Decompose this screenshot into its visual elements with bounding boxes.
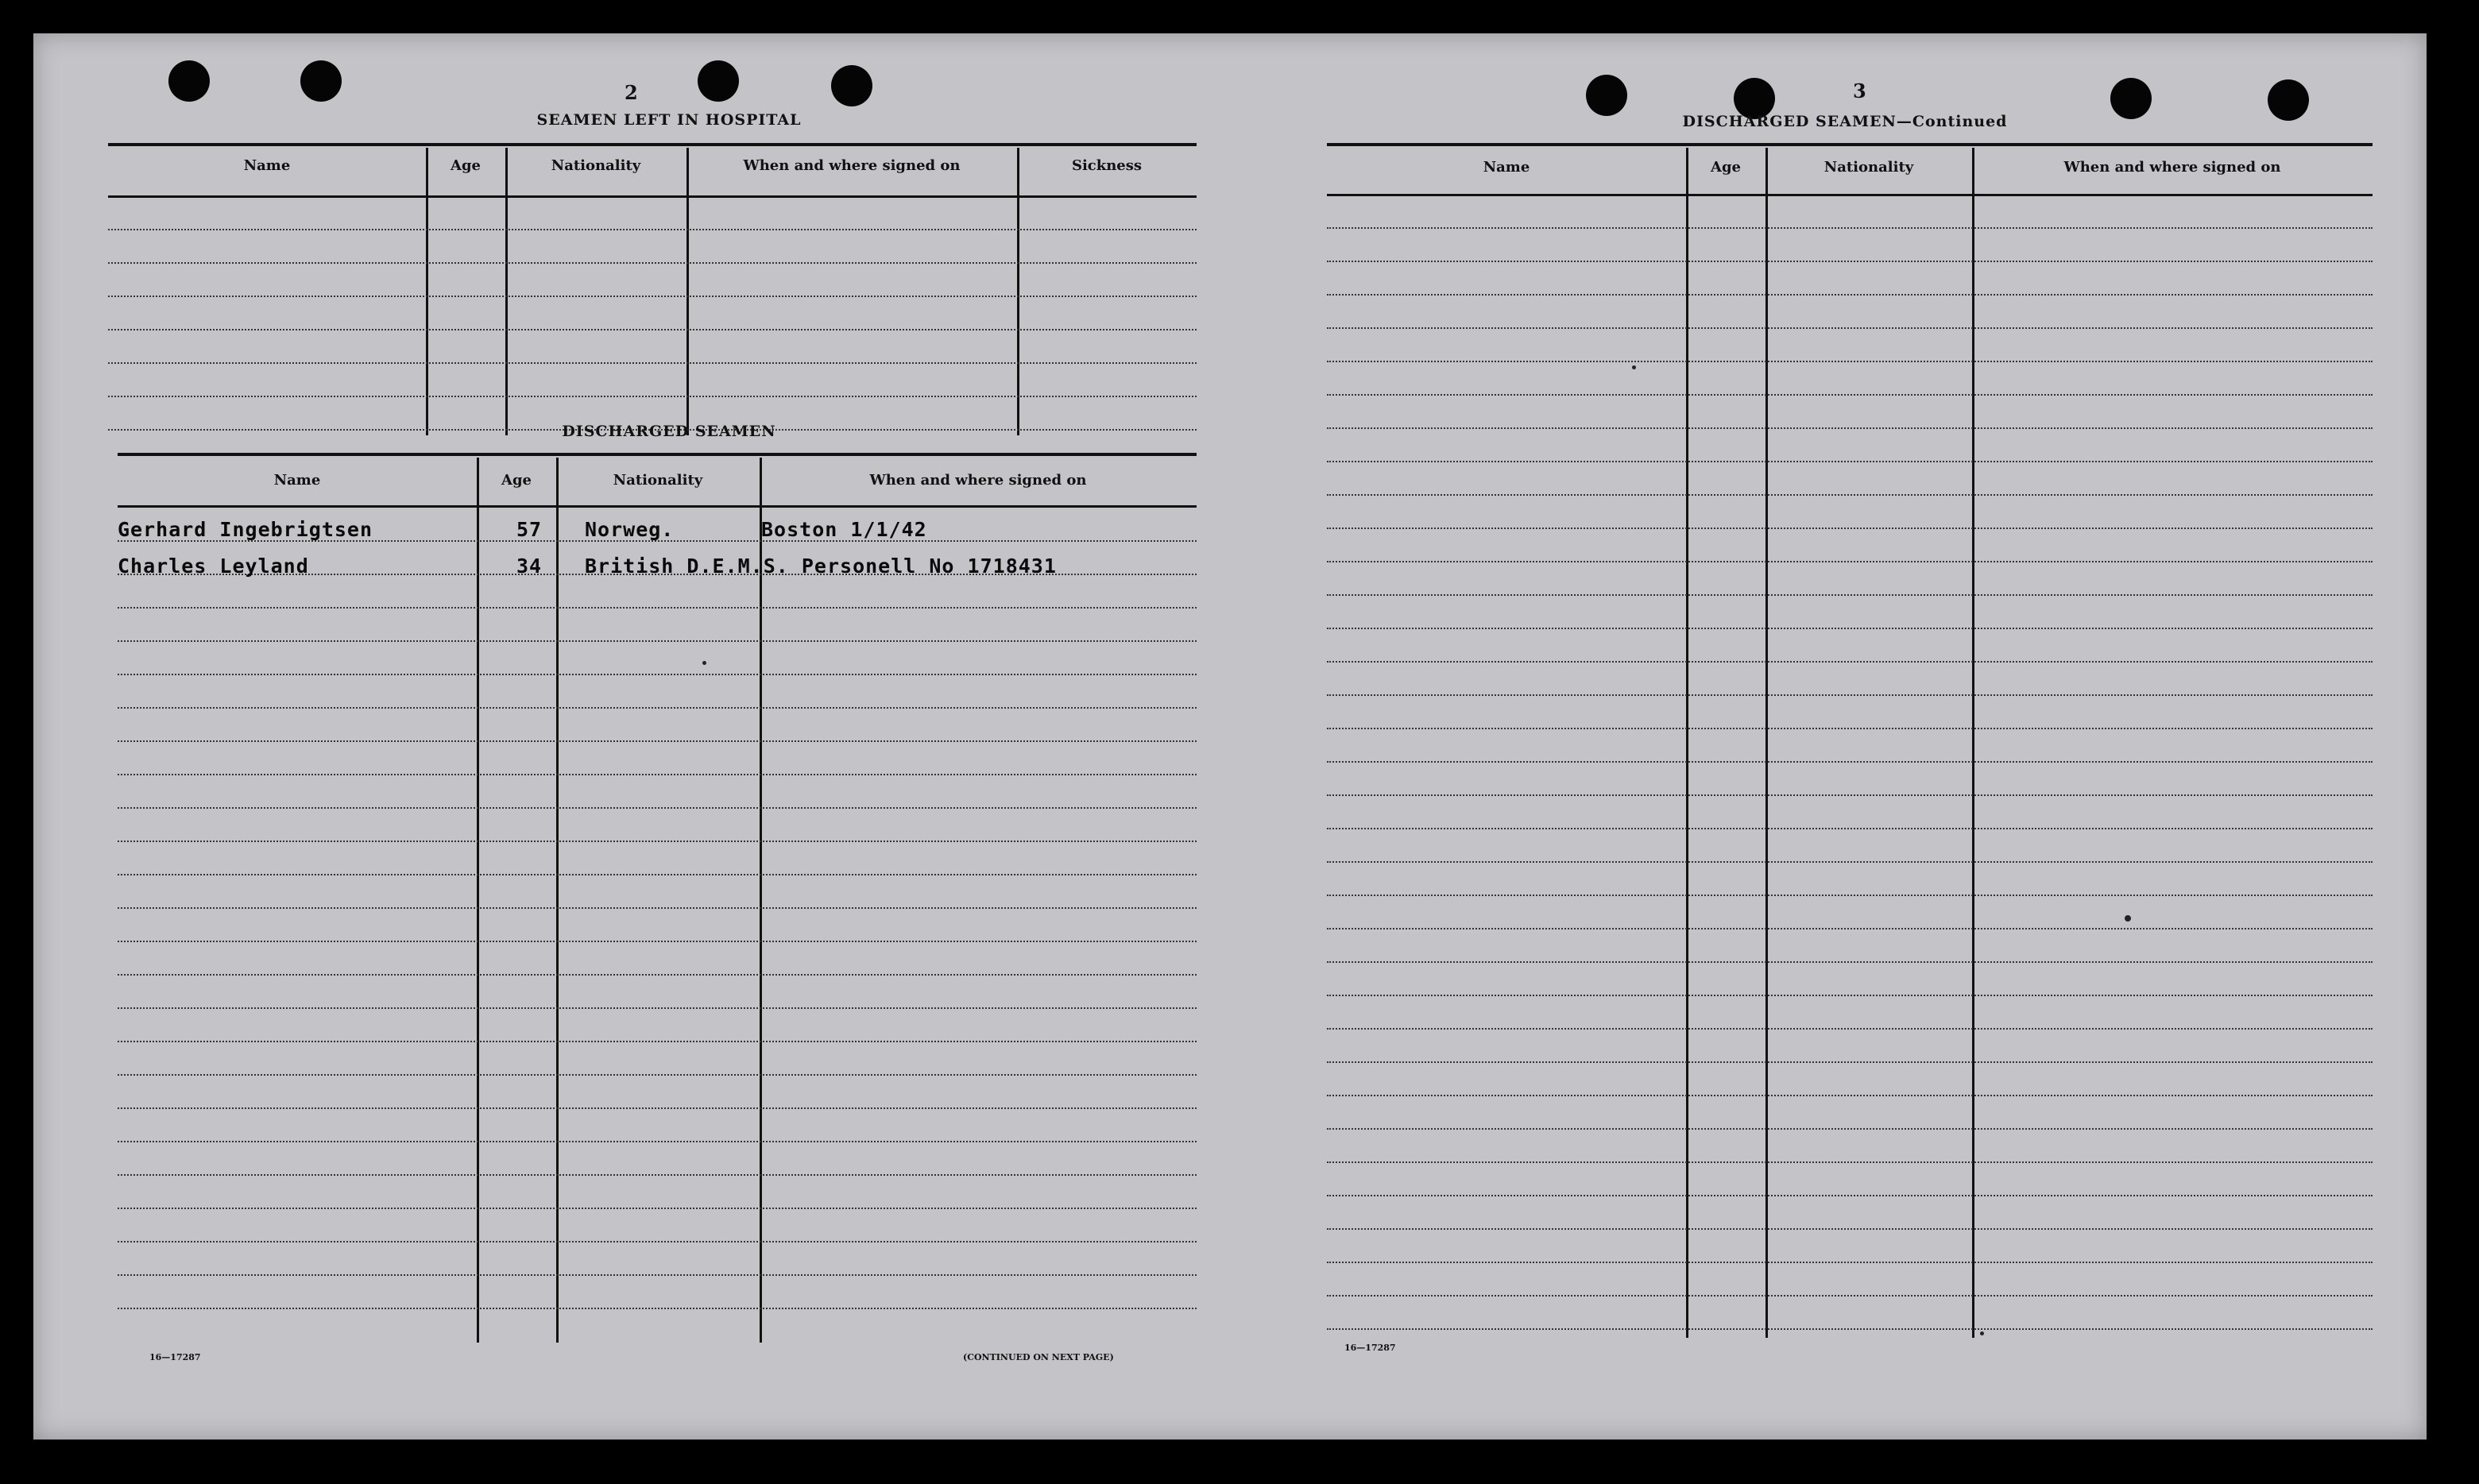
ruled-line xyxy=(118,640,1197,642)
right-col-name: Name xyxy=(1483,159,1530,176)
punch-hole xyxy=(2268,79,2309,121)
ruled-line xyxy=(1327,1095,2373,1096)
ruled-line xyxy=(118,1274,1197,1276)
punch-hole xyxy=(168,60,210,102)
ruled-line xyxy=(118,1141,1197,1142)
ruled-line xyxy=(1327,1061,2373,1063)
ruled-line xyxy=(1327,828,2373,829)
ruled-line xyxy=(1327,794,2373,796)
hospital-section-title: SEAMEN LEFT IN HOSPITAL xyxy=(536,111,802,129)
form-number-right: 16—17287 xyxy=(1344,1343,1396,1353)
ruled-line xyxy=(118,1007,1197,1009)
ruled-line xyxy=(118,1107,1197,1109)
ruled-line xyxy=(118,674,1197,675)
ruled-line xyxy=(118,807,1197,809)
ruled-line xyxy=(118,874,1197,875)
right-col-signed-on: When and where signed on xyxy=(2063,159,2281,176)
ruled-line xyxy=(118,907,1197,909)
ruled-line xyxy=(118,607,1197,609)
ruled-line xyxy=(1327,661,2373,663)
hospital-col-signed-on: When and where signed on xyxy=(743,157,961,174)
ruled-line xyxy=(1327,694,2373,696)
ruled-line xyxy=(1327,728,2373,729)
ruled-line xyxy=(1327,1028,2373,1030)
ruled-line xyxy=(1327,361,2373,362)
hospital-col-age: Age xyxy=(450,157,481,174)
hospital-col-name: Name xyxy=(243,157,291,174)
ruled-line xyxy=(1327,1228,2373,1230)
ruled-line xyxy=(1327,461,2373,462)
ruled-line xyxy=(1327,1195,2373,1196)
punch-hole xyxy=(2110,78,2152,119)
form-number-left: 16—17287 xyxy=(149,1352,201,1362)
ruled-line xyxy=(1327,327,2373,329)
ruled-line xyxy=(118,841,1197,842)
seaman-name: Gerhard Ingebrigtsen xyxy=(118,518,373,541)
ruled-line xyxy=(118,1208,1197,1209)
ruled-line xyxy=(1327,861,2373,863)
ruled-line xyxy=(1327,928,2373,929)
ruled-line xyxy=(118,774,1197,775)
ruled-line xyxy=(1327,1262,2373,1263)
ruled-line xyxy=(1327,1328,2373,1330)
ruled-line xyxy=(1327,594,2373,596)
ruled-line xyxy=(1327,1295,2373,1297)
ruled-line xyxy=(1327,895,2373,896)
ruled-line xyxy=(1327,1128,2373,1130)
table-row xyxy=(118,518,373,541)
hospital-col-nationality: Nationality xyxy=(551,157,641,174)
right-page-title: DISCHARGED SEAMEN—Continued xyxy=(1682,113,2008,130)
hospital-col-sickness: Sickness xyxy=(1071,157,1143,174)
document-sheet xyxy=(33,33,2427,1440)
ruled-line xyxy=(1327,1161,2373,1163)
punch-hole xyxy=(698,60,739,102)
seaman-age: 34 xyxy=(516,555,543,578)
ruled-line xyxy=(118,974,1197,976)
page-number-right: 3 xyxy=(1853,79,1866,102)
ruled-line xyxy=(118,1241,1197,1242)
seaman-nationality: British D.E.M.S. Personell No 1718431 xyxy=(585,555,1057,578)
seaman-age: 57 xyxy=(516,518,543,541)
ruled-line xyxy=(118,740,1197,742)
ruled-line xyxy=(118,1041,1197,1042)
ruled-line xyxy=(1327,227,2373,229)
table-row xyxy=(118,555,309,578)
ruled-line xyxy=(118,707,1197,709)
discharged-col-signed-on: When and where signed on xyxy=(869,472,1087,489)
right-col-age: Age xyxy=(1710,159,1741,176)
ruled-line xyxy=(1327,494,2373,496)
punch-hole xyxy=(1586,75,1627,116)
discharged-col-nationality: Nationality xyxy=(613,472,703,489)
ruled-line xyxy=(118,941,1197,942)
ruled-line xyxy=(1327,528,2373,529)
continued-note: (CONTINUED ON NEXT PAGE) xyxy=(963,1352,1114,1362)
punch-hole xyxy=(831,65,872,106)
seaman-name: Charles Leyland xyxy=(118,555,309,578)
discharged-col-age: Age xyxy=(501,472,532,489)
ruled-line xyxy=(1327,427,2373,429)
ruled-line xyxy=(1327,628,2373,629)
seaman-nationality: Norweg. xyxy=(585,518,675,541)
discharged-col-name: Name xyxy=(273,472,321,489)
discharged-section-title: DISCHARGED SEAMEN xyxy=(562,423,776,440)
ruled-line xyxy=(1327,561,2373,562)
right-col-nationality: Nationality xyxy=(1823,159,1914,176)
page-number-left: 2 xyxy=(625,81,638,104)
ruled-line xyxy=(1327,261,2373,262)
ruled-line xyxy=(1327,294,2373,296)
seaman-signed-on: Boston 1/1/42 xyxy=(761,518,927,541)
ruled-line xyxy=(118,1174,1197,1176)
ruled-line xyxy=(1327,394,2373,396)
ruled-line xyxy=(1327,761,2373,763)
ruled-line xyxy=(1327,961,2373,963)
ruled-line xyxy=(118,1074,1197,1076)
punch-hole xyxy=(300,60,342,102)
ruled-line xyxy=(1327,995,2373,996)
ruled-line xyxy=(118,1308,1197,1309)
